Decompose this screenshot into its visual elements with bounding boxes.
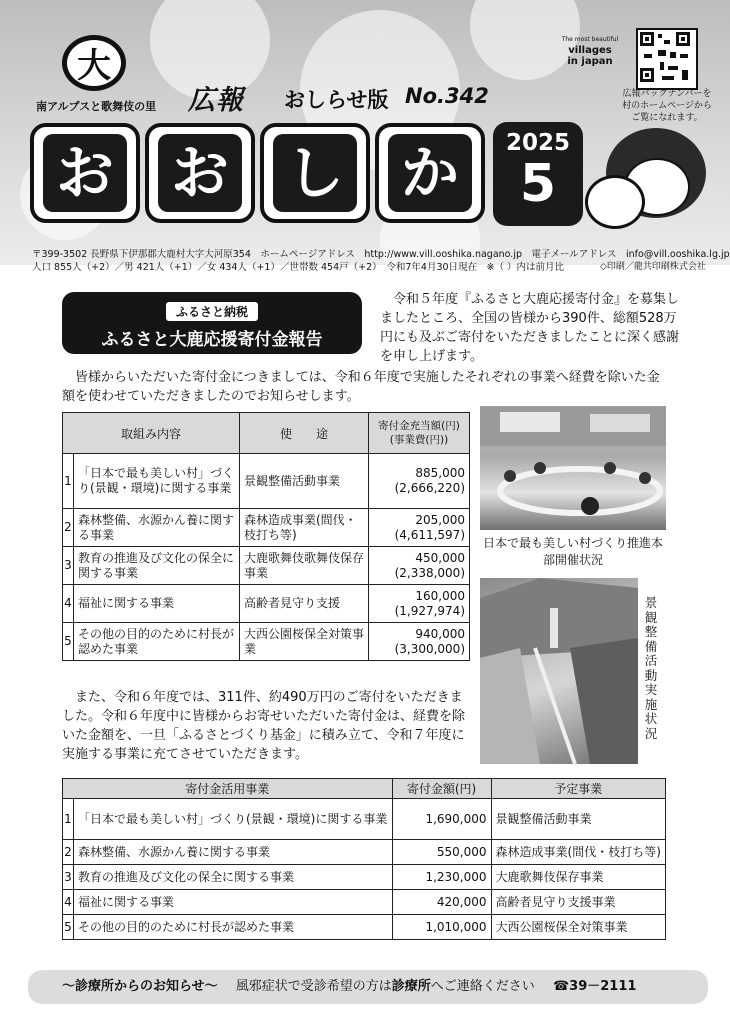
row-item: 森林整備、水源かん養に関する事業 bbox=[74, 840, 393, 865]
table-row bbox=[63, 454, 470, 509]
clinic-notice bbox=[28, 970, 708, 1004]
col-header-amount bbox=[369, 413, 470, 454]
table-row bbox=[63, 799, 666, 840]
row-item: その他の目的のために村長が認めた事業 bbox=[74, 915, 393, 940]
row-amount bbox=[369, 623, 470, 661]
row-plan: 景観整備活動事業 bbox=[491, 799, 665, 840]
table-row bbox=[63, 509, 470, 547]
table-row bbox=[63, 915, 666, 940]
row-item: 福祉に関する事業 bbox=[74, 585, 240, 623]
table-row bbox=[63, 585, 470, 623]
landscape-photo-caption: 景観整備活動実施状況 bbox=[644, 595, 658, 741]
row-amount: 1,690,000 bbox=[392, 799, 491, 840]
row-amount: 1,230,000 bbox=[392, 865, 491, 890]
intro-paragraph: 令和５年度『ふるさと大鹿応援寄付金』を募集しましたところ、全国の皆様から390件、総額528万円にも及ぶご寄付をいただきましたことに深く感謝を申し上げます。 bbox=[380, 292, 680, 364]
table-row bbox=[63, 840, 666, 865]
col-header: 寄付金額(円) bbox=[392, 779, 491, 799]
col-header: 寄付金活用事業 bbox=[63, 779, 393, 799]
row-use: 大西公園桜保全対策事業 bbox=[240, 623, 369, 661]
cost: (2,666,220) bbox=[394, 481, 465, 495]
col-header-line: (事業費(円)) bbox=[389, 434, 449, 446]
row-amount: 420,000 bbox=[392, 890, 491, 915]
title-char-box bbox=[375, 123, 485, 223]
row-number: 1 bbox=[63, 454, 74, 509]
row-amount bbox=[369, 454, 470, 509]
title-char-box bbox=[260, 123, 370, 223]
villages-line: villages bbox=[568, 45, 612, 56]
edition-label: おしらせ版 bbox=[284, 88, 389, 112]
title-char-box bbox=[30, 123, 140, 223]
row-use: 高齢者見守り支援 bbox=[240, 585, 369, 623]
usage-paragraph: 皆様からいただいた寄付金につきましては、令和６年度で実施したそれぞれの事業へ経費を除いた金額を使わせていただきましたのでお知らせします。 bbox=[62, 370, 660, 404]
row-amount bbox=[369, 509, 470, 547]
meeting-photo bbox=[480, 406, 666, 530]
table-row bbox=[63, 890, 666, 915]
deer-mascot-icon bbox=[585, 175, 645, 229]
issue-number: No.342 bbox=[405, 84, 489, 108]
row-plan: 大鹿歌舞伎保存事業 bbox=[491, 865, 665, 890]
cost: (2,338,000) bbox=[394, 565, 465, 580]
row-amount bbox=[369, 585, 470, 623]
row-use: 景観整備活動事業 bbox=[240, 454, 369, 509]
section-tag: ふるさと納税 bbox=[166, 302, 258, 321]
issue-month: 5 bbox=[519, 154, 557, 214]
title-char: し bbox=[273, 134, 357, 212]
row-item: 福祉に関する事業 bbox=[74, 890, 393, 915]
table-row bbox=[63, 547, 470, 585]
issue-year: 2025 bbox=[505, 130, 570, 156]
amount: 885,000 bbox=[415, 466, 465, 480]
amount: 450,000 bbox=[415, 550, 465, 565]
villages-logo bbox=[557, 34, 623, 67]
amount: 160,000 bbox=[415, 588, 465, 603]
col-header: 使 途 bbox=[240, 413, 369, 454]
village-logo-mark: 大 bbox=[77, 46, 111, 86]
row-amount: 550,000 bbox=[392, 840, 491, 865]
cost: (1,927,974) bbox=[394, 603, 465, 618]
row-plan: 森林造成事業(間伐・枝打ち等) bbox=[491, 840, 665, 865]
qr-code-icon[interactable] bbox=[636, 28, 698, 90]
title-char-box bbox=[145, 123, 255, 223]
amount: 205,000 bbox=[415, 512, 465, 527]
clinic-notice-text-end: へご連絡ください bbox=[430, 979, 535, 994]
section-heading bbox=[62, 292, 362, 354]
fy6-usage-table bbox=[62, 412, 470, 661]
printer-credit: ◇印刷／龍共印刷株式会社 bbox=[600, 262, 706, 272]
row-item: 教育の推進及び文化の保全に関する事業 bbox=[74, 865, 393, 890]
row-number: 4 bbox=[63, 585, 74, 623]
row-item: 「日本で最も美しい村」づくり(景観・環境)に関する事業 bbox=[74, 799, 393, 840]
issue-date bbox=[493, 122, 583, 226]
row-item: 森林整備、水源かん養に関する事業 bbox=[74, 509, 240, 547]
cost: (3,300,000) bbox=[394, 641, 465, 656]
cost: (4,611,597) bbox=[394, 527, 465, 542]
landscape-photo bbox=[480, 578, 638, 764]
row-number: 4 bbox=[63, 890, 74, 915]
kohou-title: 広報 bbox=[188, 85, 244, 116]
row-item: その他の目的のために村長が認めた事業 bbox=[74, 623, 240, 661]
title-char: お bbox=[158, 134, 242, 212]
meeting-photo-caption: 日本で最も美しい村づくり推進本部開催状況 bbox=[482, 536, 663, 567]
row-amount: 1,010,000 bbox=[392, 915, 491, 940]
row-amount bbox=[369, 547, 470, 585]
tagline: 南アルプスと歌舞伎の里 bbox=[36, 100, 157, 113]
qr-note: 広報バックナンバーを村のホームページからご覧になれます。 bbox=[622, 89, 712, 123]
col-header: 取組み内容 bbox=[63, 413, 240, 454]
table-row bbox=[63, 623, 470, 661]
title-char: か bbox=[388, 134, 472, 212]
row-number: 3 bbox=[63, 547, 74, 585]
col-header-line: 寄付金充当額(円) bbox=[378, 420, 460, 432]
section-title: ふるさと大鹿応援寄付金報告 bbox=[101, 330, 323, 350]
row-item: 「日本で最も美しい村」づくり(景観・環境)に関する事業 bbox=[74, 454, 240, 509]
row-number: 3 bbox=[63, 865, 74, 890]
row-number: 2 bbox=[63, 840, 74, 865]
clinic-phone[interactable]: ☎39－2111 bbox=[552, 979, 637, 994]
row-use: 森林造成事業(間伐・枝打ち等) bbox=[240, 509, 369, 547]
contact-address: 〒399-3502 長野県下伊那郡大鹿村大字大河原354 ホームページアドレス http://www.vill.ooshika.nagano.jp 電子メールアドレス info@vill.ooshika.lg.jp bbox=[32, 249, 730, 260]
clinic-notice-text: 風邪症状で受診希望の方は bbox=[235, 979, 392, 994]
amount: 940,000 bbox=[415, 626, 465, 641]
row-plan: 大西公園桜保全対策事業 bbox=[491, 915, 665, 940]
row-plan: 高齢者見守り支援事業 bbox=[491, 890, 665, 915]
fy6-donation-paragraph: また、令和６年度では、311件、約490万円のご寄付をいただきました。令和６年度中に皆様からお寄せいただいた寄付金は、経費を除いた金額を、一旦「ふるさとづくり基金」に積み立て、令和７年度に実施する事業に充てさせていただきます。 bbox=[62, 690, 466, 762]
row-number: 5 bbox=[63, 915, 74, 940]
title-char: お bbox=[43, 134, 127, 212]
row-number: 5 bbox=[63, 623, 74, 661]
row-number: 1 bbox=[63, 799, 74, 840]
villages-line: in japan bbox=[567, 56, 613, 67]
row-item: 教育の推進及び文化の保全に関する事業 bbox=[74, 547, 240, 585]
clinic-notice-label: ～診療所からのお知らせ～ bbox=[62, 979, 218, 994]
fy7-plan-table bbox=[62, 778, 666, 940]
col-header: 予定事業 bbox=[491, 779, 665, 799]
population-stats: 人口 855人（+2）／男 421人（+1）／女 434人（+1）／世帯数 454戸（+2） 令和7年4月30日現在 ※（ ）内は前月比 bbox=[32, 262, 565, 273]
clinic-name: 診療所 bbox=[391, 979, 431, 994]
row-use: 大鹿歌舞伎歌舞伎保存事業 bbox=[240, 547, 369, 585]
row-number: 2 bbox=[63, 509, 74, 547]
villages-line: The most beautiful bbox=[561, 36, 619, 43]
table-row bbox=[63, 865, 666, 890]
